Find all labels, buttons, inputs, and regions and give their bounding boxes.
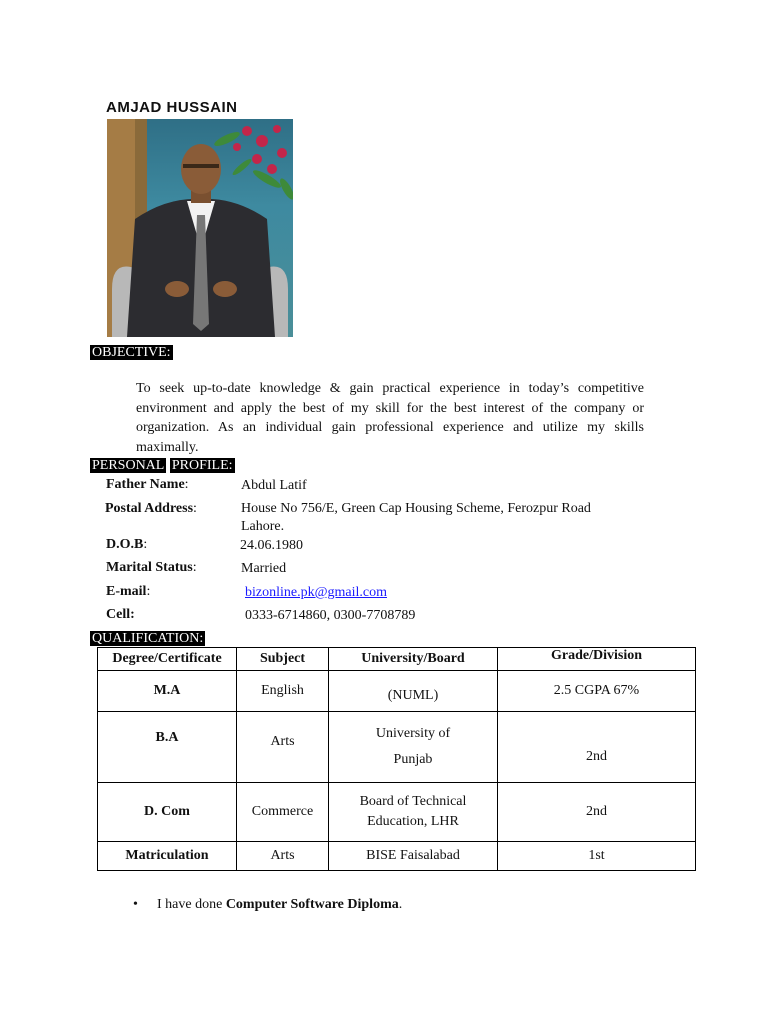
email-label: E-mail: bbox=[106, 584, 151, 599]
degree-cell: D. Com bbox=[98, 783, 237, 842]
degree-cell: M.A bbox=[98, 671, 237, 712]
extra-suffix: . bbox=[398, 897, 403, 912]
table-row bbox=[98, 783, 696, 842]
father-name-value: Abdul Latif bbox=[241, 478, 307, 493]
subject-cell: Commerce bbox=[237, 783, 329, 842]
marital-status-label: Marital Status: bbox=[106, 560, 197, 575]
grade-cell: 2nd bbox=[498, 712, 696, 783]
candidate-name: AMJAD HUSSAIN bbox=[106, 99, 238, 116]
table-row bbox=[98, 712, 696, 783]
objective-heading: OBJECTIVE: bbox=[92, 345, 171, 360]
board-cell: University of Punjab bbox=[329, 712, 498, 783]
board-cell: BISE Faisalabad bbox=[329, 842, 498, 871]
email-value bbox=[245, 584, 665, 602]
table-row bbox=[98, 842, 696, 871]
board-cell: Board of Technical Education, LHR bbox=[329, 783, 498, 842]
degree-cell: B.A bbox=[98, 712, 237, 783]
grade-cell: 2.5 CGPA 67% bbox=[498, 671, 696, 712]
column-header: Grade/Division bbox=[498, 648, 696, 671]
grade-cell: 2nd bbox=[498, 783, 696, 842]
column-header: Degree/Certificate bbox=[98, 648, 237, 671]
extra-highlight: Computer Software Diploma bbox=[225, 897, 399, 912]
postal-address-label: Postal Address: bbox=[105, 501, 197, 516]
profile-photo-illustration bbox=[107, 119, 293, 337]
dob-label: D.O.B: bbox=[106, 537, 148, 552]
column-header: University/Board bbox=[329, 648, 498, 671]
grade-cell: 1st bbox=[498, 842, 696, 871]
subject-cell: Arts bbox=[237, 842, 329, 871]
marital-status-value: Married bbox=[241, 561, 287, 576]
postal-address-value: House No 756/E, Green Cap Housing Scheme, Ferozpur Road Lahore. bbox=[241, 501, 591, 534]
degree-cell: Matriculation bbox=[98, 842, 237, 871]
personal-profile-heading: PERSONAL PROFILE: bbox=[92, 458, 233, 473]
qualification-heading: QUALIFICATION: bbox=[92, 631, 204, 646]
table-header-row bbox=[98, 648, 696, 671]
subject-cell: Arts bbox=[237, 712, 329, 783]
cell-label: Cell: bbox=[106, 607, 135, 622]
qualification-table bbox=[97, 647, 696, 871]
dob-value: 24.06.1980 bbox=[240, 538, 303, 553]
objective-text: To seek up-to-date knowledge & gain practical experience in today’s competitive environment and apply the best of my skill for the best interest of the company or organization. As an individual gain professional experience and utilize my skills maximally. bbox=[136, 381, 644, 455]
column-header: Subject bbox=[237, 648, 329, 671]
subject-cell: English bbox=[237, 671, 329, 712]
profile-photo bbox=[107, 119, 293, 337]
father-name-label: Father Name: bbox=[106, 477, 189, 492]
email-link[interactable]: bizonline.pk@gmail.com bbox=[245, 585, 387, 600]
table-row bbox=[98, 671, 696, 712]
cell-value: 0333-6714860, 0300-7708789 bbox=[245, 608, 416, 623]
extra-prefix: I have done bbox=[157, 897, 226, 912]
bullet-icon: • bbox=[133, 897, 138, 912]
extra-qualification-item bbox=[133, 897, 402, 913]
board-cell: (NUML) bbox=[329, 671, 498, 712]
